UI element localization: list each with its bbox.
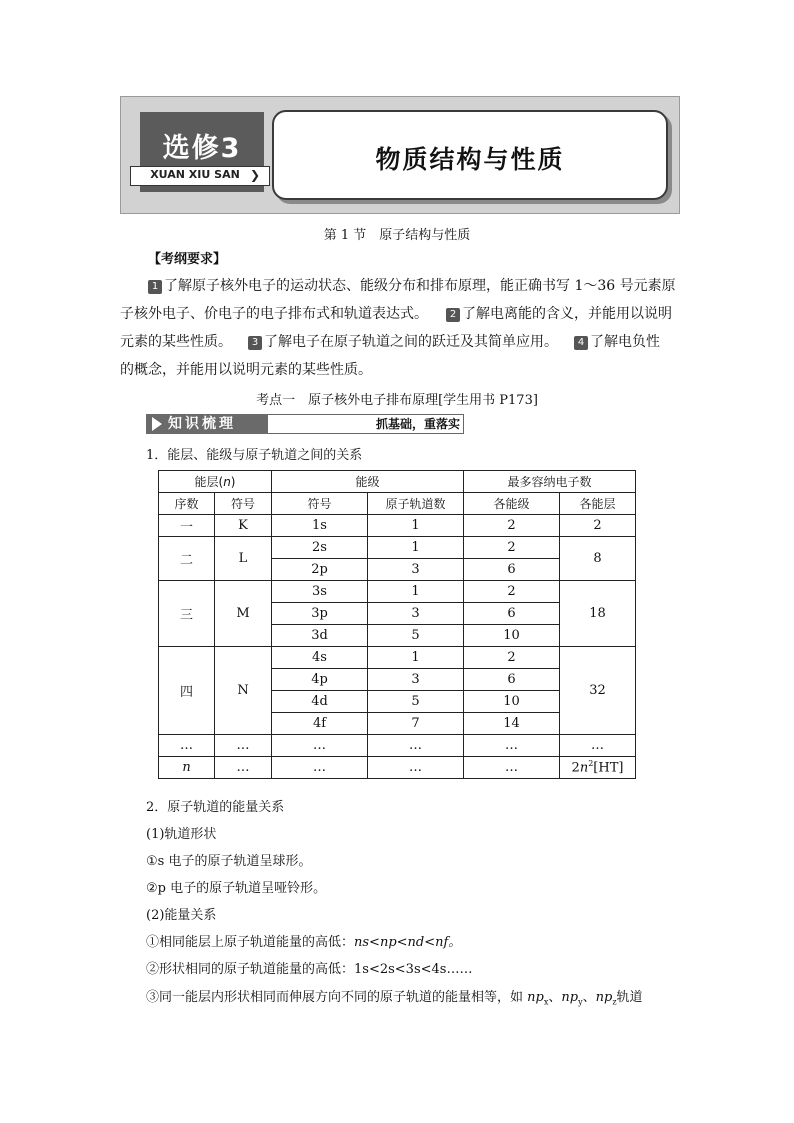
table-cell: 4s	[272, 647, 368, 669]
header-cell: 符号	[272, 493, 368, 515]
table-cell: 4d	[272, 691, 368, 713]
header-cell: 最多容纳电子数	[464, 471, 636, 493]
table-cell: 1	[368, 647, 464, 669]
table-cell: …	[215, 735, 272, 757]
table-cell: 1	[368, 537, 464, 559]
table-row	[159, 757, 636, 779]
table-cell: 6	[464, 559, 560, 581]
header-cell: 各能级	[464, 493, 560, 515]
energy-text: ns<np<nd<nf。	[354, 935, 462, 950]
table-row	[159, 735, 636, 757]
header-cell	[159, 471, 272, 493]
energy-text: z	[612, 997, 617, 1007]
outline-line-4	[120, 356, 680, 384]
topic-heading: 考点一 原子核外电子排布原理[学生用书 P173]	[256, 393, 538, 408]
header-cell: 序数	[159, 493, 215, 515]
outline-line-1	[146, 272, 686, 300]
table-cell: 18	[560, 581, 636, 647]
energy-line-1	[146, 931, 461, 950]
table-cell: 7	[368, 713, 464, 735]
orbital-table	[158, 470, 636, 779]
table-cell: 10	[464, 691, 560, 713]
chapter-tab-title: 选修3	[162, 133, 242, 164]
outline-number-3: 3	[248, 336, 262, 350]
knowledge-bar-title: 知识梳理	[168, 416, 236, 432]
table-cell: 4p	[272, 669, 368, 691]
chapter-tab-subtitle: XUAN XIU SAN	[150, 168, 240, 181]
energy-heading: (2)能量关系	[146, 908, 217, 923]
table-cell: …	[464, 757, 560, 779]
section-title: 第 1 节 原子结构与性质	[323, 228, 471, 243]
table-row	[159, 537, 636, 559]
table-cell: 1	[368, 515, 464, 537]
table-cell: 10	[464, 625, 560, 647]
cell-text: n	[579, 760, 589, 776]
table-cell: 8	[560, 537, 636, 581]
table-cell: …	[159, 735, 215, 757]
table-cell: 3	[368, 603, 464, 625]
shape-heading: (1)轨道形状	[146, 827, 217, 842]
table-cell: K	[215, 515, 272, 537]
shape-line-1: ①s 电子的原子轨道呈球形。	[146, 854, 312, 869]
table-cell	[159, 757, 215, 779]
outline-number-1: 1	[148, 280, 162, 294]
table-cell: N	[215, 647, 272, 735]
table-cell: L	[215, 537, 272, 581]
table-cell: 四	[159, 647, 215, 735]
outline-line-2	[120, 300, 680, 328]
header-cell: 符号	[215, 493, 272, 515]
table-cell: 6	[464, 603, 560, 625]
table-cell: 6	[464, 669, 560, 691]
table-cell: 2p	[272, 559, 368, 581]
energy-text: 轨道	[616, 990, 643, 1005]
table-row	[159, 647, 636, 669]
chevron-right-icon: ❯	[250, 168, 261, 182]
table-cell: 3	[368, 669, 464, 691]
header-text: n	[223, 475, 231, 489]
outline-text: 了解电负性	[590, 334, 660, 350]
table-cell: 32	[560, 647, 636, 735]
table-cell: 14	[464, 713, 560, 735]
table-cell: 二	[159, 537, 215, 581]
table-cell: M	[215, 581, 272, 647]
table-cell: 2	[464, 581, 560, 603]
knowledge-bar-subtitle: 抓基础，重落实	[375, 417, 460, 431]
outline-text: 元素的某些性质。	[120, 334, 232, 350]
outline-text: 子核外电子、价电子的电子排布式和轨道表达式。	[120, 306, 428, 322]
energy-text: ①相同能层上原子轨道能量的高低：	[146, 935, 355, 950]
energy-line-2: ②形状相同的原子轨道能量的高低：1s<2s<3s<4s……	[146, 962, 473, 977]
table-header-row	[159, 471, 636, 493]
table-cell: 2	[464, 647, 560, 669]
table-cell	[560, 757, 636, 779]
cell-text: 2	[571, 760, 580, 776]
table-cell: 3s	[272, 581, 368, 603]
outline-text: 了解原子核外电子的运动状态、能级分布和排布原理，能正确书写 1～36 号元素原	[164, 278, 676, 294]
item-2-heading: 2．原子轨道的能量关系	[146, 800, 285, 815]
table-cell: 3	[368, 559, 464, 581]
header-cell: 能级	[272, 471, 464, 493]
table-cell: 2s	[272, 537, 368, 559]
energy-text: np	[595, 990, 613, 1005]
energy-text: np	[561, 990, 579, 1005]
header-text: )	[230, 475, 236, 489]
table-cell: 1s	[272, 515, 368, 537]
table-cell: 一	[159, 515, 215, 537]
outline-heading: 【考纲要求】	[148, 252, 227, 267]
table-cell: 3p	[272, 603, 368, 625]
outline-number-2: 2	[446, 308, 460, 322]
table-cell: 2	[464, 537, 560, 559]
table-cell: 4f	[272, 713, 368, 735]
table-header-row	[159, 493, 636, 515]
table-cell: …	[272, 757, 368, 779]
energy-text: 、	[582, 990, 596, 1005]
table-cell: 三	[159, 581, 215, 647]
play-icon	[152, 417, 162, 431]
energy-text: y	[578, 997, 583, 1007]
table-cell: 5	[368, 691, 464, 713]
table-cell: 2	[464, 515, 560, 537]
energy-text: np	[527, 990, 544, 1005]
header-cell: 原子轨道数	[368, 493, 464, 515]
table-cell: …	[560, 735, 636, 757]
table-cell: …	[464, 735, 560, 757]
table-cell: …	[368, 757, 464, 779]
energy-text: x	[543, 997, 549, 1007]
item-1-heading: 1．能层、能级与原子轨道之间的关系	[146, 448, 363, 463]
energy-text: 、	[548, 990, 562, 1005]
table-cell: 1	[368, 581, 464, 603]
header-cell: 各能层	[560, 493, 636, 515]
outline-text: 了解电子在原子轨道之间的跃迁及其简单应用。	[264, 334, 558, 350]
table-cell: 3d	[272, 625, 368, 647]
table-cell: 5	[368, 625, 464, 647]
chapter-title: 物质结构与性质	[375, 145, 565, 174]
outline-line-3	[120, 328, 680, 356]
table-cell: …	[272, 735, 368, 757]
cell-text: 2	[588, 759, 594, 769]
table-cell: …	[215, 757, 272, 779]
cell-text: [HT]	[593, 760, 624, 776]
energy-text: ③同一能层内形状相同而伸展方向不同的原子轨道的能量相等，如	[146, 990, 528, 1005]
header-text: 能层(	[194, 475, 224, 489]
shape-line-2: ②p 电子的原子轨道呈哑铃形。	[146, 881, 327, 896]
energy-line-3	[146, 986, 643, 1007]
table-cell: 2	[560, 515, 636, 537]
outline-text: 了解电离能的含义，并能用以说明	[462, 306, 672, 322]
table-row	[159, 581, 636, 603]
outline-number-4: 4	[574, 336, 588, 350]
outline-text: 的概念，并能用以说明元素的某些性质。	[120, 362, 372, 378]
cell-text: n	[182, 760, 191, 775]
table-cell: …	[368, 735, 464, 757]
table-row	[159, 515, 636, 537]
